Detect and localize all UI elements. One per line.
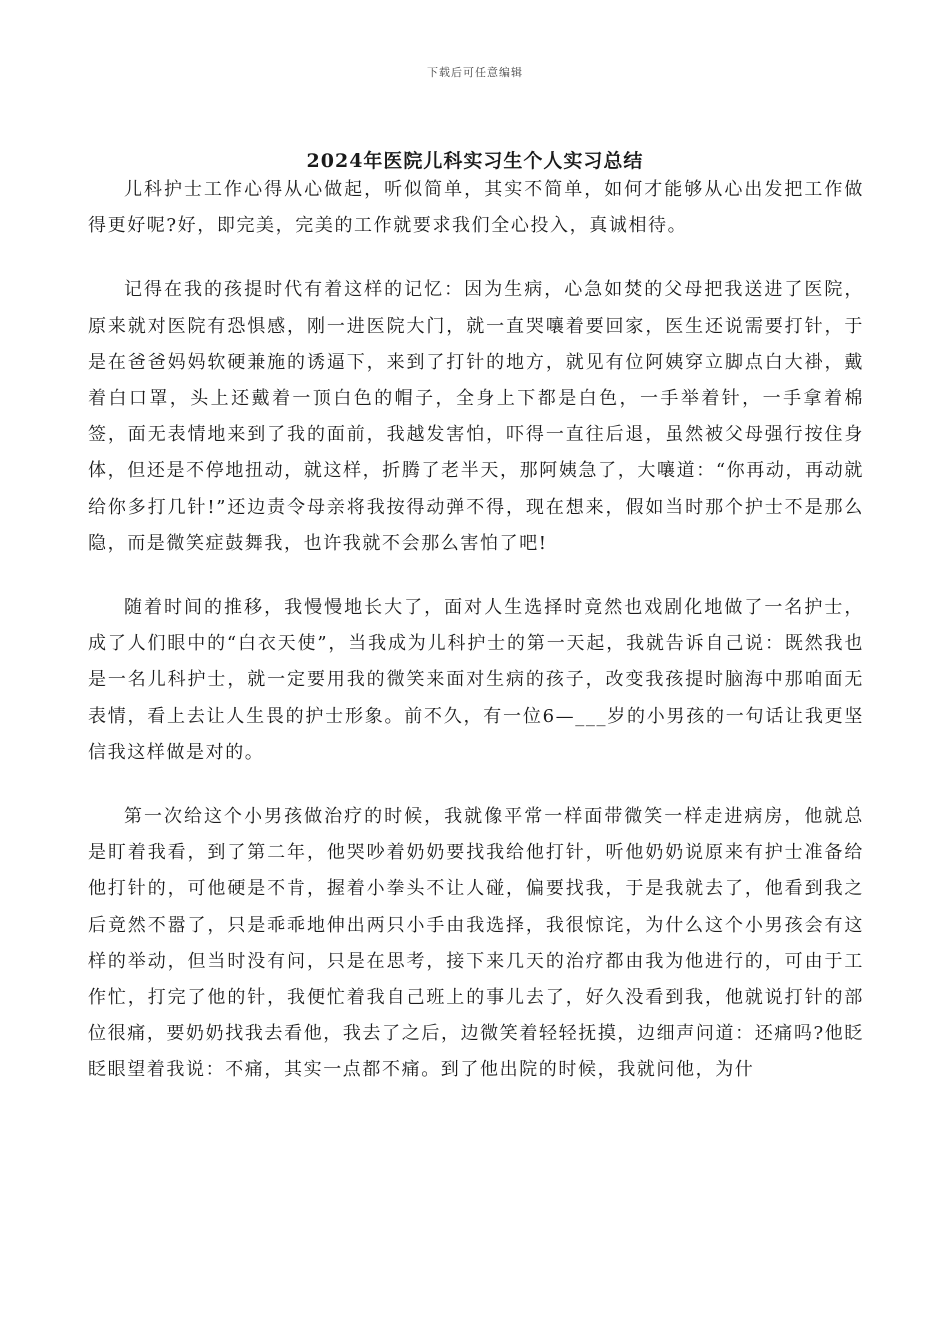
paragraph-3: 随着时间的推移，我慢慢地长大了，面对人生选择时竟然也戏剧化地做了一名护士，成了人们眼中的“白衣天使”，当我成为儿科护士的第一天起，我就告诉自己说：既然我也是一名儿科护士，就一定要用我的微笑来面对生病的孩子，改变我孩提时脑海中那咱面无表情，看上去让人生畏的护士形象。前不久，有一位6—___岁的小男孩的一句话让我更坚信我这样做是对的。 — [88, 597, 864, 763]
paragraph-1: 儿科护士工作心得从心做起，听似简单，其实不简单，如何才能够从心出发把工作做得更好呢?好，即完美，完美的工作就要求我们全心投入，真诚相待。 — [88, 179, 864, 237]
document-title: 2024年医院儿科实习生个人实习总结 — [306, 150, 644, 172]
paragraph-2: 记得在我的孩提时代有着这样的记忆：因为生病，心急如焚的父母把我送进了医院，原来就对医院有恐惧感，刚一进医院大门，就一直哭嚷着要回家，医生还说需要打针，于是在爸爸妈妈软硬兼施的诱逼下，来到了打针的地方，就见有位阿姨穿立脚点白大褂，戴着白口罩，头上还戴着一顶白色的帽子，全身上下都是白色，一手举着针，一手拿着棉签，面无表情地来到了我的面前，我越发害怕，吓得一直往后退，虽然被父母强行按住身体，但还是不停地扭动，就这样，折腾了老半天，那阿姨急了，大嚷道：“你再动，再动就给你多打几针!”还边责令母亲将我按得动弹不得，现在想来，假如当时那个护士不是那么隐，而是微笑症鼓舞我，也许我就不会那么害怕了吧! — [88, 279, 864, 554]
document-body — [88, 172, 864, 1117]
header-note: 下载后可任意编辑 — [427, 66, 523, 79]
paragraph-4: 第一次给这个小男孩做治疗的时候，我就像平常一样面带微笑一样走进病房，他就总是盯着我看，到了第二年，他哭吵着奶奶要找我给他打针，听他奶奶说原来有护士准备给他打针的，可他硬是不肯，握着小拳头不让人碰，偏要找我，于是我就去了，他看到我之后竟然不嚣了，只是乖乖地伸出两只小手由我选择，我很惊诧，为什么这个小男孩会有这样的举动，但当时没有问，只是在思考，接下来几天的治疗都由我为他进行的，可由于工作忙，打完了他的针，我便忙着我自己班上的事儿去了，好久没看到我，他就说打针的部位很痛，要奶奶找我去看他，我去了之后，边微笑着轻轻抚摸，边细声问道：还痛吗?他眨眨眼望着我说：不痛，其实一点都不痛。到了他出院的时候，我就问他，为什 — [88, 806, 864, 1081]
